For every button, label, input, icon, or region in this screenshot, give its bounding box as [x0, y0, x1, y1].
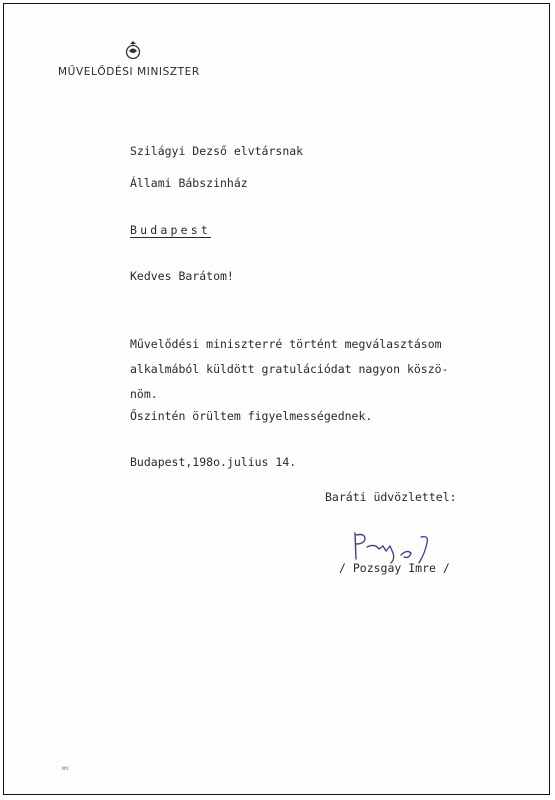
body-line-4: Őszintén örültem figyelmességednek. [130, 409, 373, 423]
signatory-name: / Pozsgay Imre / [339, 561, 450, 575]
addressee-city: Budapest [130, 223, 211, 237]
greeting: Kedves Barátom! [130, 269, 234, 283]
footer-mark: NYI [62, 766, 69, 771]
addressee-institution: Állami Bábszinház [130, 176, 248, 190]
body-line-3: nöm. [130, 387, 158, 401]
ministry-letterhead: MŰVELŐDÉSI MINISZTER [58, 66, 200, 78]
body-line-1: Művelődési miniszterré történt megválasztásom [130, 337, 442, 351]
coat-of-arms-icon [124, 40, 142, 60]
closing-phrase: Baráti üdvözlettel: [325, 490, 457, 504]
letter-sheet [3, 3, 550, 795]
addressee-name: Szilágyi Dezső elvtársnak [130, 144, 304, 158]
letter-date: Budapest,198o.julius 14. [130, 455, 297, 469]
body-line-2: alkalmából küldött gratulációdat nagyon köszö- [130, 362, 449, 376]
